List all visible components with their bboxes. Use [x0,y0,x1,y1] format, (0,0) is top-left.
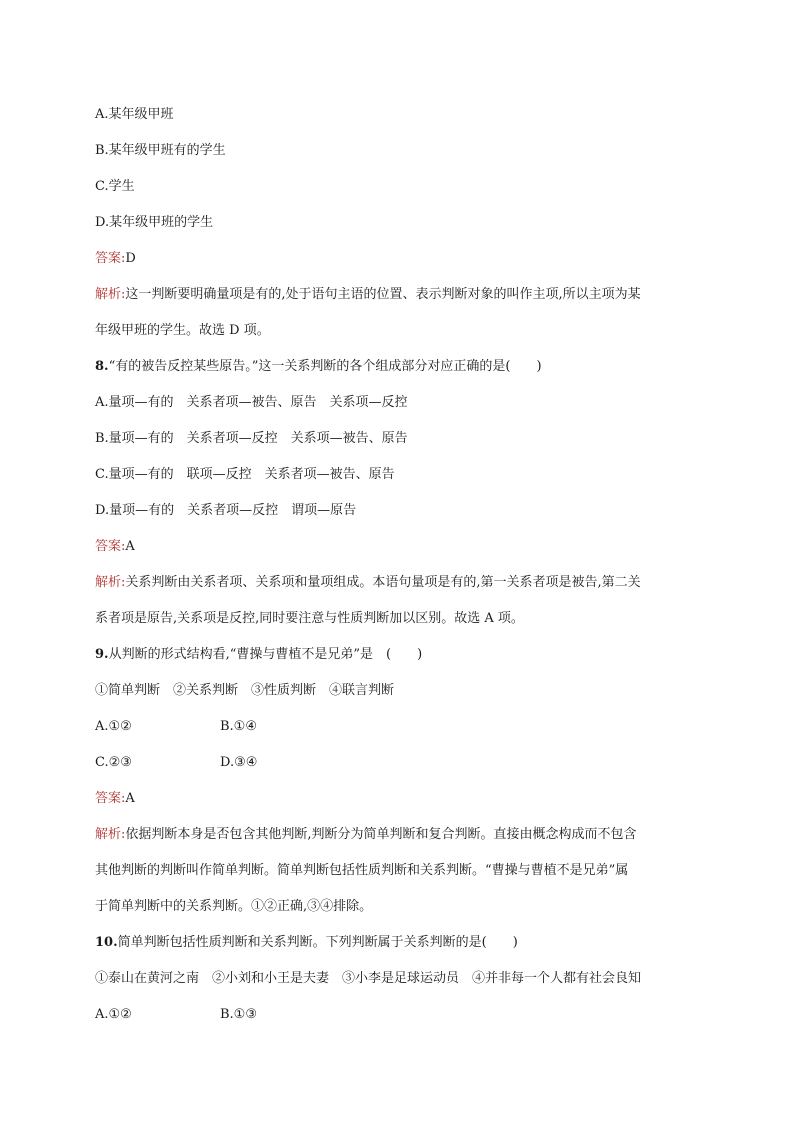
q9-options-row1 [95,717,699,737]
q7-analysis-line2: 年级甲班的学生。故选 D 项。 [95,323,270,338]
answer-label: 答案: [95,251,126,266]
analysis-label: 解析: [95,575,126,590]
q10-option-b: B.①③ [220,1007,257,1022]
q10-option-a: A.①② [95,1007,132,1022]
q7-option-d: D.某年级甲班的学生 [95,215,214,230]
q7-answer [95,249,699,269]
answer-value: D [125,251,136,266]
q8-answer [95,537,699,557]
question-stem: 从判断的形式结构看,“曹操与曹植不是兄弟”是 ( ) [108,647,423,662]
q8-option-d: D.量项—有的 关系者项—反控 谓项—原告 [95,503,357,518]
q9-analysis-line2: 其他判断的判断叫作简单判断。简单判断包括性质判断和关系判断。“曹操与曹植不是兄弟”属 [95,863,629,878]
q8-option-c: C.量项—有的 联项—反控 关系者项—被告、原告 [95,467,395,482]
q10-options-row1 [95,1005,699,1025]
q9-analysis-line3: 于简单判断中的关系判断。①②正确,③④排除。 [95,899,373,914]
analysis-text: 关系判断由关系者项、关系项和量项组成。本语句量项是有的,第一关系者项是被告,第二关 [125,575,641,590]
question-number: 10. [95,935,118,950]
q10-stem [95,933,699,953]
q9-option-a: A.①② [95,719,132,734]
question-number: 9. [95,647,109,662]
q9-analysis-line1 [95,825,699,845]
q9-option-b: B.①④ [220,719,257,734]
analysis-label: 解析: [95,287,126,302]
q7-option-b: B.某年级甲班有的学生 [95,143,226,158]
q9-options-row2 [95,753,699,773]
q10-choices: ①泰山在黄河之南 ②小刘和小王是夫妻 ③小李是足球运动员 ④并非每一个人都有社会良知 [95,971,642,986]
answer-label: 答案: [95,539,126,554]
q7-option-c: C.学生 [95,179,135,194]
q7-analysis-line1 [95,285,699,305]
answer-value: A [125,539,135,554]
answer-label: 答案: [95,791,126,806]
analysis-text: 这一判断要明确量项是有的,处于语句主语的位置、表示判断对象的叫作主项,所以主项为某 [125,287,641,302]
question-number: 8. [95,359,109,374]
q8-option-a: A.量项—有的 关系者项—被告、原告 关系项—反控 [95,395,408,410]
q9-stem [95,645,699,665]
analysis-text: 依据判断本身是否包含其他判断,判断分为简单判断和复合判断。直接由概念构成而不包含 [125,827,637,842]
q8-stem [95,357,699,377]
q8-analysis-line2: 系者项是原告,关系项是反控,同时要注意与性质判断加以区别。故选 A 项。 [95,611,524,626]
question-stem: 简单判断包括性质判断和关系判断。下列判断属于关系判断的是( ) [117,935,518,950]
q9-option-c: C.②③ [95,755,132,770]
q9-answer [95,789,699,809]
analysis-label: 解析: [95,827,126,842]
q8-analysis-line1 [95,573,699,593]
q9-option-d: D.③④ [220,755,258,770]
question-stem: “有的被告反控某些原告。”这一关系判断的各个组成部分对应正确的是( ) [108,359,542,374]
q7-option-a: A.某年级甲班 [95,107,174,122]
q8-option-b: B.量项—有的 关系者项—反控 关系项—被告、原告 [95,431,408,446]
answer-value: A [125,791,135,806]
q9-choices: ①简单判断 ②关系判断 ③性质判断 ④联言判断 [95,683,395,698]
